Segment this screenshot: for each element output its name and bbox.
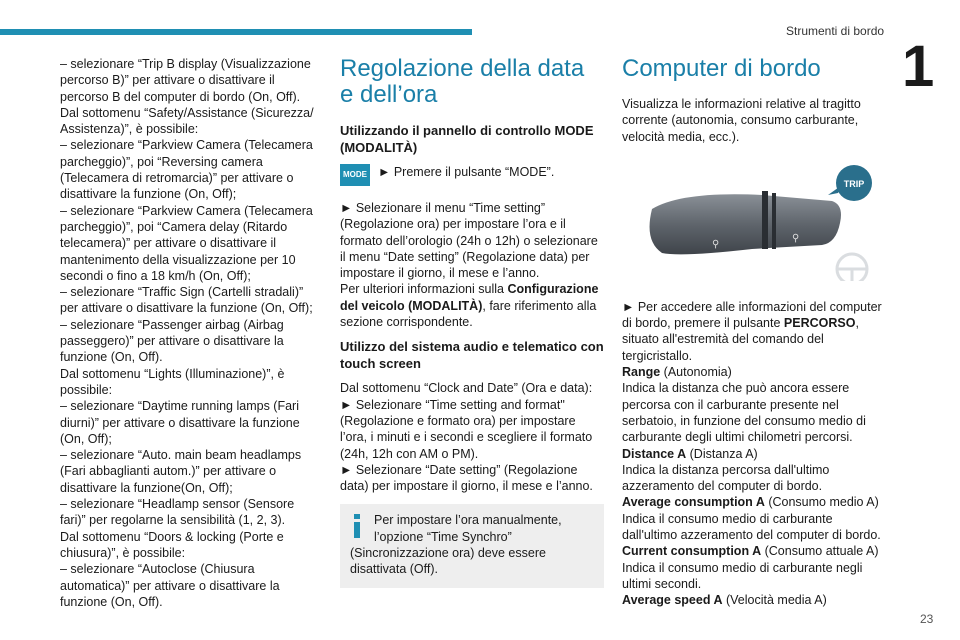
paragraph: Dal sottomenu “Clock and Date” (Ora e data): [340, 381, 593, 396]
term-line [622, 543, 888, 559]
term-line [622, 446, 888, 462]
term-description: Indica il consumo medio di carburante negli ultimi secondi. [622, 560, 863, 591]
term-line [622, 592, 888, 608]
subheading-mode-panel: Utilizzando il pannello di controllo MODE (MODALITÀ) [340, 123, 594, 155]
term-translation: (Consumo medio A) [764, 495, 879, 510]
subheading-touch-screen: Utilizzo del sistema audio e telematico con touch screen [340, 339, 604, 372]
page-number: 23 [920, 612, 934, 626]
paragraph: – selezionare “Parkview Camera (Telecamera parcheggio)”, poi “Reversing camera (Telecamera di retromarcia)” per attivare o disattivare la funzione (On, Off); [60, 138, 313, 202]
mode-instruction-text: ► Premere il pulsante “MODE”. [378, 165, 555, 179]
term-description: Indica la distanza che può ancora essere percorsa con il carburante presente nel serbatoio, in funzione del consumo medio di carburante degli ultimi chilometri percorsi. [622, 381, 866, 445]
text: , situato all'estremità del comando del tergicristallo. [622, 316, 859, 363]
paragraph: ► Selezionare “Time setting and format" (Regolazione e formato ora) per impostare l’ora, i minuti e i secondi e scegliere il formato (24h, 12h con AM o PM). [340, 397, 593, 461]
paragraph: Visualizza le informazioni relative al tragitto corrente (autonomia, consumo carburante, velocità media, ecc.). [622, 97, 861, 144]
column-2 [340, 56, 604, 588]
paragraph: ► Selezionare il menu “Time setting” (Regolazione ora) per impostare l’ora e il formato dell’orologio (24h o 12h) o selezionare il menu “Date setting” (Regolazione data) per impostare il giorno, il mese e l’anno. [340, 201, 598, 281]
section-header: Strumenti di bordo [786, 24, 885, 38]
paragraph: – selezionare “Trip B display (Visualizzazione percorso B)” per attivare o disattivare il percorso B del computer di bordo (On, Off). [60, 57, 311, 104]
term-description: Indica il consumo medio di carburante dall'ultimo azzeramento del computer di bordo. [622, 511, 881, 543]
info-text: Per impostare l’ora manualmente, l’opzione “Time Synchro” (Sincronizzazione ora) deve essere disattivata (Off). [350, 513, 562, 577]
chapter-number: 1 [902, 34, 935, 99]
paragraph: – selezionare “Auto. main beam headlamps (Fari abbaglianti autom.)” per attivare o disattivare la funzione(On, Off); [60, 448, 302, 495]
paragraph: – selezionare “Passenger airbag (Airbag passeggero)” per attivare o disattivare la funzione (On, Off). [60, 317, 284, 365]
paragraph [622, 299, 888, 364]
paragraph: Dal sottomenu “Doors & locking (Porte e chiusura)”, è possibile: [60, 529, 284, 560]
paragraph: – selezionare “Daytime running lamps (Fari diurni)” per attivare o disattivare la funzione (On, Off); [60, 399, 300, 446]
term: Average consumption A [622, 495, 765, 510]
section-title-date-time: Regolazione della data e dell’ora [340, 55, 585, 108]
paragraph: – selezionare “Traffic Sign (Cartelli stradali)” per attivare o disattivare la funzione (On, Off); [60, 285, 313, 316]
header-accent-bar [0, 29, 472, 35]
paragraph [340, 281, 604, 330]
section-title-trip-computer: Computer di bordo [622, 55, 821, 82]
info-box [340, 504, 604, 587]
paragraph: – selezionare “Headlamp sensor (Sensore fari)” per regolarne la sensibilità (1, 2, 3). [60, 497, 295, 528]
mode-button-icon: MODE [340, 164, 370, 186]
text: ► Per accedere alle informazioni del computer di bordo, premere il pulsante [622, 299, 882, 331]
text: , fare riferimento alla sezione corrispondente. [340, 298, 597, 330]
term-description: Indica la distanza percorsa dall'ultimo azzeramento del computer di bordo. [622, 462, 830, 494]
paragraph: ► Selezionare “Date setting” (Regolazione data) per impostare il giorno, il mese e l’anno. [340, 462, 593, 494]
term-line [622, 364, 888, 380]
steering-wheel-icon [837, 254, 867, 281]
bold-text: PERCORSO [783, 316, 856, 331]
svg-text:⚲: ⚲ [712, 238, 720, 250]
trip-label: TRIP [843, 178, 865, 189]
wiper-stalk-drawing [622, 161, 888, 281]
info-icon [350, 514, 364, 538]
svg-text:⚲: ⚲ [792, 232, 800, 244]
mode-instruction [340, 164, 604, 186]
paragraph: – selezionare “Autoclose (Chiusura automatica)” per attivare o disattivare la funzione (On, Off). [60, 562, 280, 609]
paragraph: Dal sottomenu “Lights (Illuminazione)”, è possibile: [60, 366, 285, 397]
term: Range [622, 365, 661, 380]
wiper-stalk-illustration [622, 161, 888, 281]
term-translation: (Distanza A) [686, 446, 758, 461]
term-translation: (Velocità media A) [722, 593, 827, 608]
term: Distance A [622, 446, 687, 461]
paragraph: – selezionare “Parkview Camera (Telecamera parcheggio)”, poi “Camera delay (Ritardo telecamera)” per attivare o disattivare il mantenimento della visualizzazione per 10 secondi o fino a 18 km/h (On, Off); [60, 203, 313, 283]
term-translation: (Autonomia) [660, 365, 732, 380]
column-1 [60, 56, 322, 610]
text: Per ulteriori informazioni sulla [340, 282, 508, 297]
term: Average speed A [622, 593, 723, 608]
column-3 [622, 56, 888, 609]
term-line [622, 494, 888, 510]
bold-text: Configurazione del veicolo (MODALITÀ) [340, 282, 599, 313]
term: Current consumption A [622, 544, 762, 559]
paragraph: Dal sottomenu “Safety/Assistance (Sicurezza/ Assistenza)”, è possibile: [60, 105, 314, 137]
term-translation: (Consumo attuale A) [761, 544, 879, 559]
